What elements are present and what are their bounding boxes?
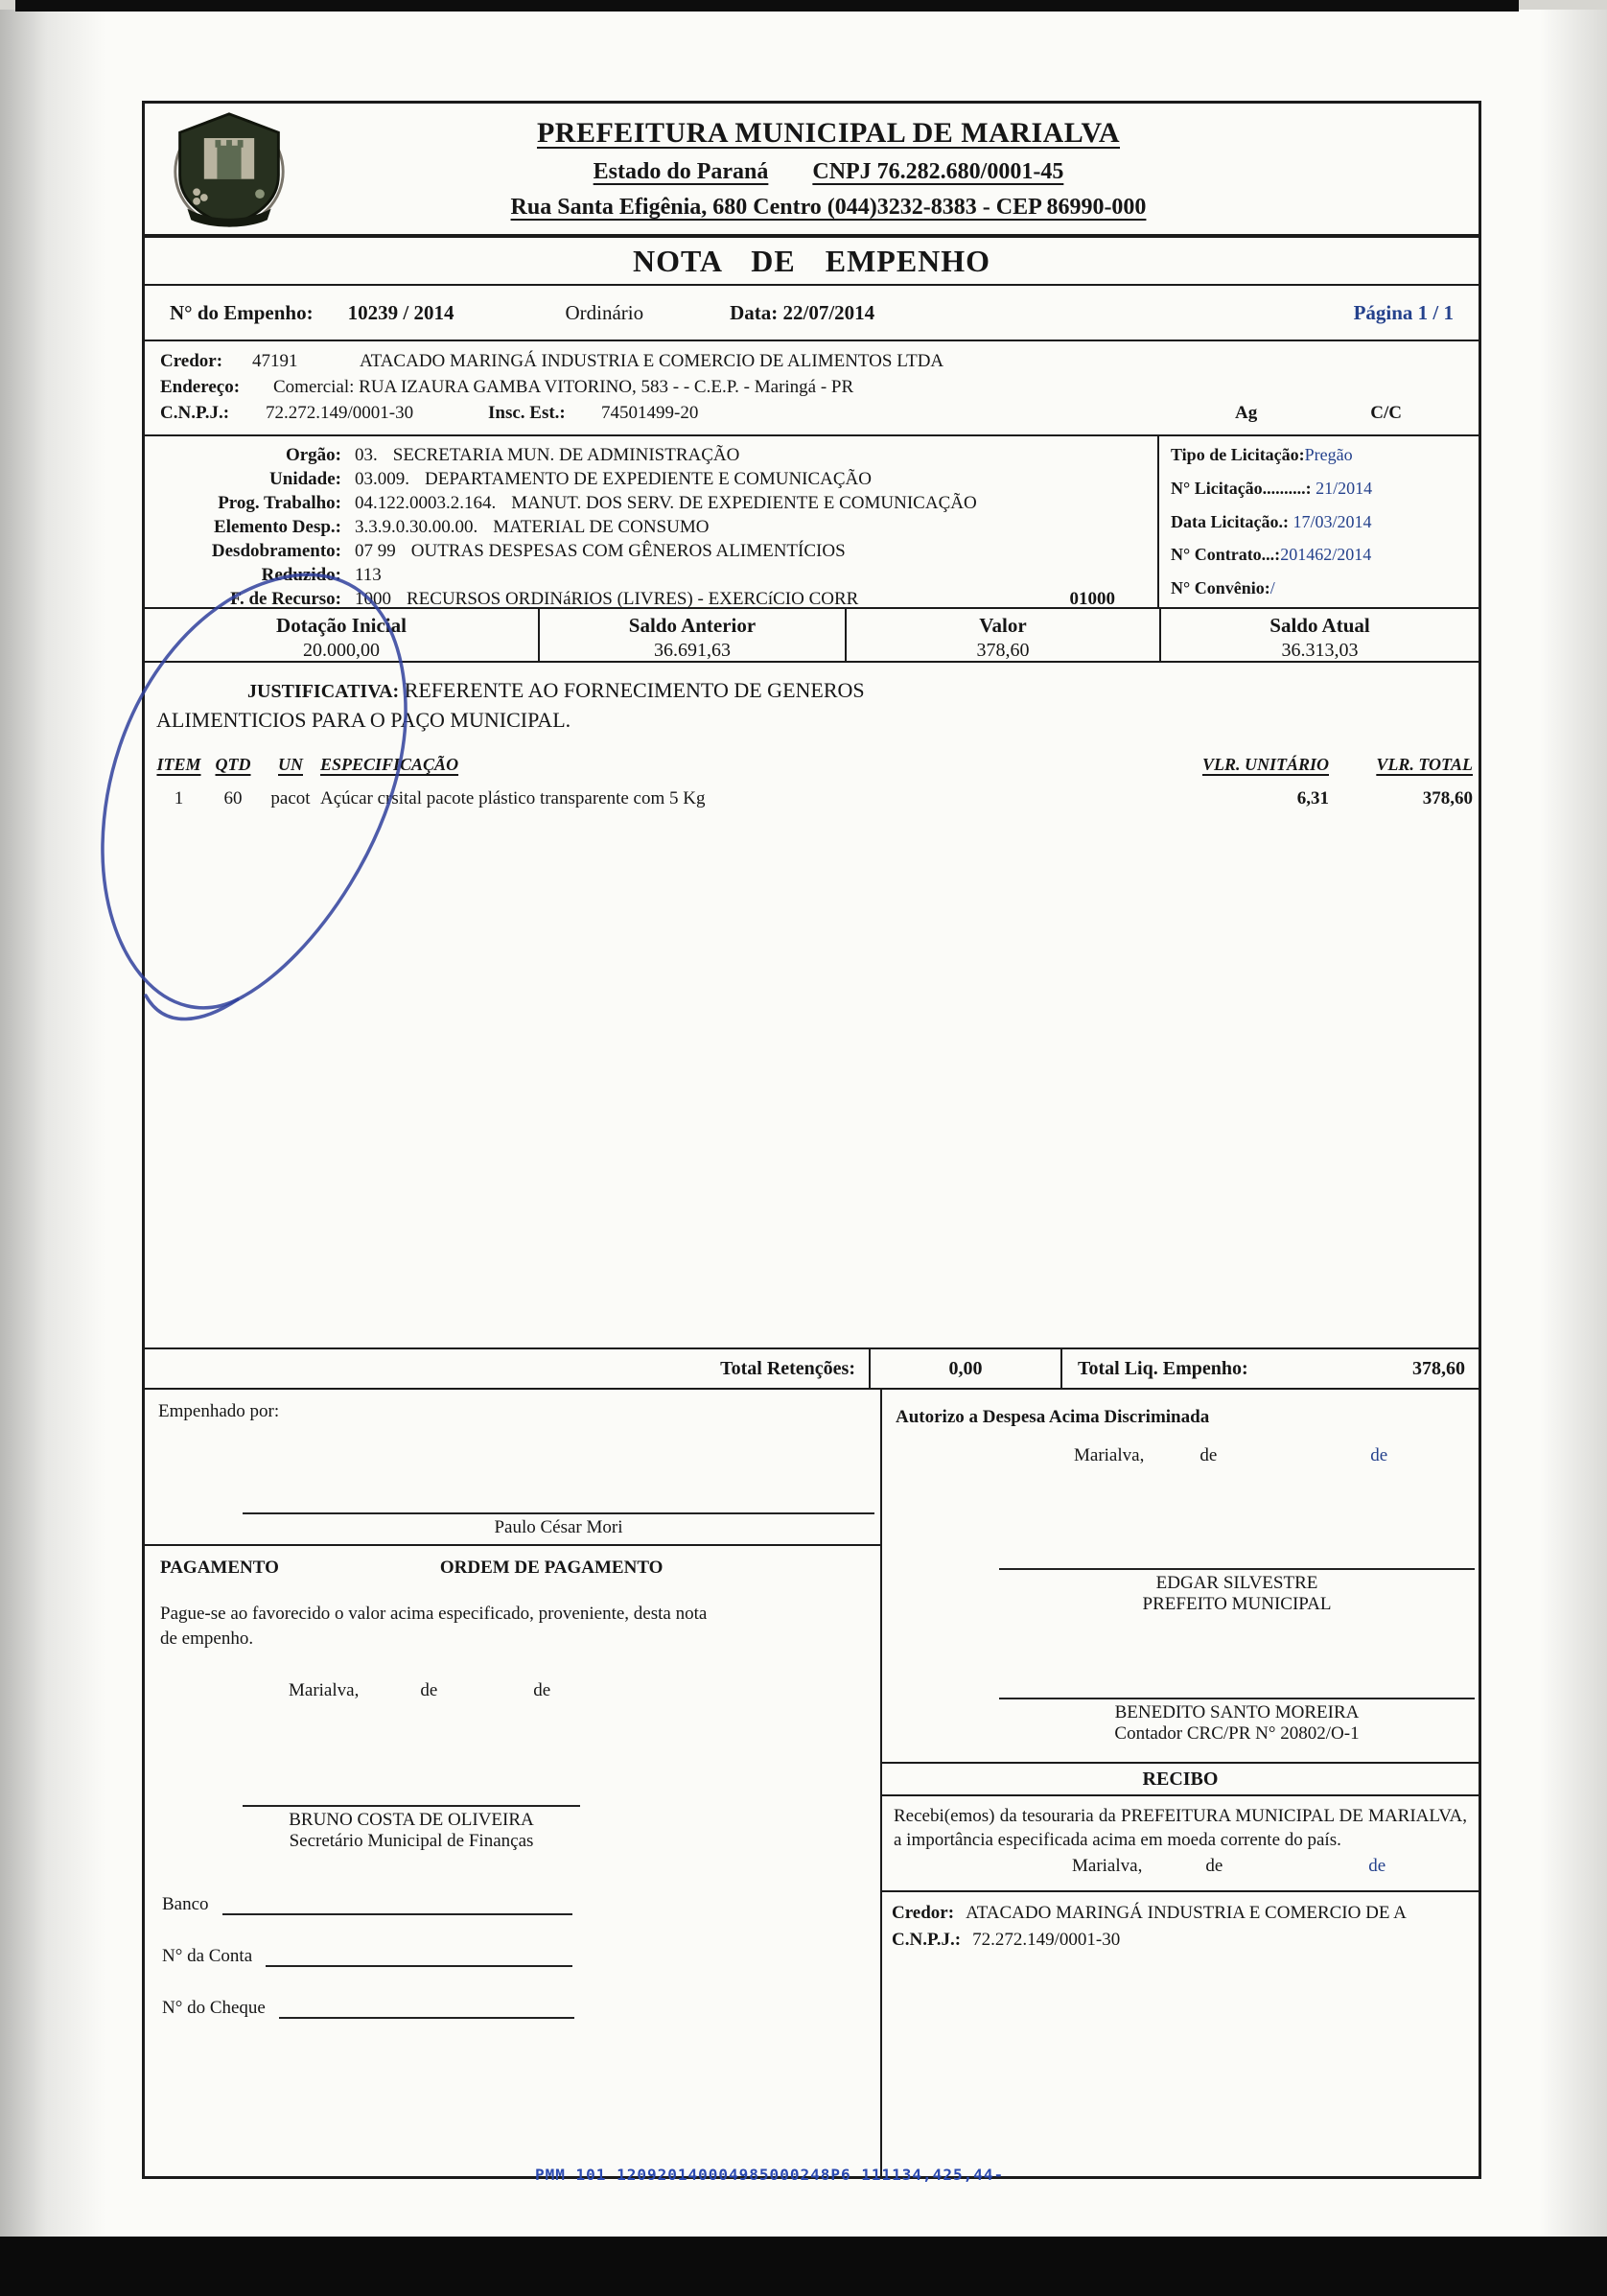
banco-field [162, 1894, 880, 1915]
banco-label: Banco [162, 1894, 209, 1914]
unidade-code: 03.009. [355, 469, 409, 489]
data-licitacao-value: 17/03/2014 [1293, 511, 1372, 531]
desdobramento-code: 07 99 [355, 541, 396, 561]
empenhado-signer-name: Paulo César Mori [494, 1517, 623, 1537]
tipo-licitacao-row [1171, 445, 1471, 465]
dotacao-inicial-value: 20.000,00 [303, 640, 380, 661]
cnpj-value: 72.272.149/0001-30 [266, 403, 414, 423]
data-licitacao-row [1171, 512, 1471, 532]
date-label: Data: [730, 300, 779, 324]
numero-licitacao-label: N° Licitação..........: [1171, 478, 1312, 498]
col-espec-header: ESPECIFICAÇÃO [320, 755, 459, 774]
saldos-table [145, 609, 1479, 663]
saldo-atual-cell [1161, 609, 1479, 661]
agencia-label: Ag [1235, 403, 1258, 423]
elemento-desp-code: 3.3.9.0.30.00.00. [355, 517, 478, 537]
justificativa [145, 663, 1008, 734]
contador-title: Contador CRC/PR N° 20802/O-1 [1114, 1723, 1360, 1744]
licitacao-column [1157, 436, 1479, 607]
empenho-number-label: N° do Empenho: [170, 300, 314, 324]
recurso-desc: RECURSOS ORDINáRIOS (LIVRES) - EXERCíCIO CORR [407, 589, 859, 609]
col-qtd-header: QTD [215, 755, 251, 774]
credor-name: ATACADO MARINGÁ INDUSTRIA E COMERCIO DE ALIMENTOS LTDA [360, 351, 944, 371]
orcamento-block [145, 436, 1479, 609]
conta-corrente-label: C/C [1370, 403, 1402, 423]
empenhado-box [145, 1390, 880, 1546]
justificativa-text: REFERENTE AO FORNECIMENTO DE GENEROS ALIMENTICIOS PARA O PAÇO MUNICIPAL. [156, 678, 865, 732]
insc-est-value: 74501499-20 [601, 403, 699, 423]
saldo-anterior-cell [540, 609, 847, 661]
total-liquido-cell [1062, 1349, 1479, 1388]
credor-block [145, 341, 1479, 436]
empenho-info-row [145, 286, 1479, 341]
prefeito-signature-line [999, 1568, 1475, 1615]
dotacao-inicial-cell [145, 609, 540, 661]
signatures-section [145, 1390, 1479, 2176]
date-de-word: de [1199, 1445, 1218, 1465]
col-vlr-total-header: VLR. TOTAL [1376, 755, 1473, 774]
unidade-label: Unidade: [269, 469, 341, 489]
reduzido-code: 113 [355, 565, 382, 585]
total-retencoes-value: 0,00 [871, 1349, 1062, 1388]
recurso-row [145, 587, 1157, 611]
saldo-atual-header: Saldo Atual [1269, 614, 1370, 637]
prog-trabalho-row [145, 491, 1157, 515]
conta-field [162, 1946, 880, 1967]
date-value: 22/07/2014 [782, 300, 875, 324]
address-line: Rua Santa Efigênia, 680 Centro (044)3232-8383 - CEP 86990-000 [510, 195, 1147, 220]
pagamento-date-line [145, 1680, 880, 1701]
item-un: pacot [270, 788, 311, 808]
recibo-title: RECIBO [882, 1762, 1479, 1796]
desdobramento-row [145, 539, 1157, 563]
form-header [145, 104, 1479, 236]
orcamento-rows [145, 436, 1157, 607]
insc-est-label: Insc. Est.: [488, 403, 566, 423]
justificativa-label: JUSTIFICATIVA: [247, 681, 400, 702]
contrato-row [1171, 545, 1471, 565]
financas-signer-title: Secretário Municipal de Finanças [289, 1831, 534, 1851]
municipal-crest-icon [145, 108, 313, 229]
orgao-code: 03. [355, 445, 378, 465]
recibo-date-line [882, 1856, 1479, 1877]
pagamento-box [145, 1546, 880, 2176]
orgao-label: Orgão: [285, 445, 341, 465]
document-title: NOTA DE EMPENHO [145, 236, 1479, 286]
recurso-code: 1000 [355, 589, 391, 609]
recibo-cnpj-value: 72.272.149/0001-30 [972, 1930, 1121, 1950]
autorizo-date-line [882, 1445, 1479, 1466]
empenho-number-value: 10239 / 2014 [347, 300, 454, 324]
saldo-anterior-header: Saldo Anterior [628, 614, 757, 637]
empenhado-por-label: Empenhado por: [158, 1401, 280, 1421]
items-header-row [145, 755, 1479, 775]
items-section [145, 663, 1479, 1349]
tipo-licitacao-label: Tipo de Licitação: [1171, 445, 1305, 464]
item-vlr-unitario: 6,31 [1296, 788, 1329, 808]
ordem-pagamento-title: ORDEM DE PAGAMENTO [439, 1558, 664, 1578]
recibo-credor-label: Credor: [892, 1903, 955, 1923]
prefeito-title: PREFEITO MUNICIPAL [1142, 1594, 1332, 1614]
orgao-desc: SECRETARIA MUN. DE ADMINISTRAÇÃO [392, 445, 740, 465]
elemento-desp-row [145, 515, 1157, 539]
unidade-row [145, 467, 1157, 491]
contrato-value: 201462/2014 [1280, 545, 1372, 565]
col-item-header: ITEM [156, 755, 201, 774]
scanned-paper [0, 10, 1607, 2237]
total-liquido-value: 378,60 [1412, 1357, 1465, 1379]
data-licitacao-label: Data Licitação.: [1171, 511, 1289, 531]
reduzido-row [145, 563, 1157, 587]
total-liquido-label: Total Liq. Empenho: [1078, 1357, 1248, 1379]
prog-trabalho-desc: MANUT. DOS SERV. DE EXPEDIENTE E COMUNICAÇÃO [511, 493, 977, 513]
item-number: 1 [174, 788, 184, 808]
scanner-edge-bottom [0, 2237, 1607, 2296]
city-name: Marialva, [289, 1680, 360, 1700]
credor-code: 47191 [252, 351, 298, 371]
city-name: Marialva, [1072, 1856, 1143, 1876]
convenio-label: N° Convênio: [1171, 578, 1270, 597]
col-vlr-unitario-header: VLR. UNITÁRIO [1201, 755, 1329, 774]
reduzido-label: Reduzido: [261, 565, 341, 585]
city-hall-title: PREFEITURA MUNICIPAL DE MARIALVA [536, 117, 1121, 149]
elemento-desp-label: Elemento Desp.: [214, 517, 341, 537]
prefeito-name: EDGAR SILVESTRE [1155, 1573, 1318, 1593]
contrato-label: N° Contrato...: [1171, 545, 1281, 565]
cnpj-label: C.N.P.J.: [160, 403, 230, 423]
contador-signature-line [999, 1698, 1475, 1745]
numero-licitacao-value: 21/2014 [1316, 478, 1373, 498]
nota-de-empenho-form [142, 101, 1481, 2179]
recurso-extra-code: 01000 [1069, 589, 1115, 609]
page-label: Página [1353, 300, 1413, 324]
table-row [145, 788, 1479, 809]
dot-matrix-print-line: PMM 101 120920140004985000248P6 111134,425,44- [535, 2166, 1005, 2184]
cheque-field [162, 1998, 880, 2019]
date-de-word: de [533, 1680, 551, 1700]
cheque-blank-line [279, 1998, 574, 2019]
desdobramento-desc: OUTRAS DESPESAS COM GÊNEROS ALIMENTÍCIOS [410, 541, 846, 561]
dotacao-inicial-header: Dotação Inicial [276, 614, 407, 637]
date-de-word: de [1205, 1856, 1223, 1876]
item-espec: Açúcar crsital pacote plástico transparente com 5 Kg [320, 788, 706, 808]
signatures-right-column [880, 1390, 1479, 2176]
endereco-label: Endereço: [160, 377, 241, 397]
city-name: Marialva, [1074, 1445, 1145, 1465]
unidade-desc: DEPARTAMENTO DE EXPEDIENTE E COMUNICAÇÃO [425, 469, 873, 489]
conta-label: N° da Conta [162, 1946, 253, 1966]
valor-value: 378,60 [976, 640, 1030, 661]
convenio-value: / [1269, 578, 1275, 597]
crest-svg [168, 108, 291, 229]
banco-blank-line [222, 1894, 572, 1915]
convenio-row [1171, 578, 1471, 598]
total-retencoes-label: Total Retenções: [145, 1349, 871, 1388]
recurso-label: F. de Recurso: [230, 589, 341, 609]
empenho-type: Ordinário [565, 300, 644, 324]
col-un-header: UN [278, 755, 303, 774]
recibo-cnpj-label: C.N.P.J.: [892, 1930, 962, 1950]
empenhado-signature-line [243, 1512, 874, 1544]
endereco-value: Comercial: RUA IZAURA GAMBA VITORINO, 583 - - C.E.P. - Maringá - PR [273, 377, 854, 397]
credor-label: Credor: [160, 351, 223, 371]
pagamento-title: PAGAMENTO [160, 1558, 279, 1578]
numero-licitacao-row [1171, 479, 1471, 499]
cheque-label: N° do Cheque [162, 1998, 266, 2018]
saldo-anterior-value: 36.691,63 [654, 640, 731, 661]
saldo-atual-value: 36.313,03 [1281, 640, 1359, 661]
cnpj-header: CNPJ 76.282.680/0001-45 [812, 159, 1064, 184]
tipo-licitacao-value: Pregão [1304, 445, 1353, 464]
recibo-credor-block [882, 1890, 1479, 1954]
recibo-credor-name: ATACADO MARINGÁ INDUSTRIA E COMERCIO DE A [966, 1903, 1407, 1923]
totals-row [145, 1349, 1479, 1390]
page-value: 1 / 1 [1417, 300, 1454, 324]
state-label: Estado do Paraná [593, 159, 769, 184]
pagamento-text: Pague-se ao favorecido o valor acima especificado, proveniente, desta nota de empenho. [160, 1604, 708, 1649]
scanner-edge-top [15, 0, 1519, 12]
date-de-word: de [1368, 1856, 1386, 1876]
header-text [313, 117, 1344, 221]
contador-name: BENEDITO SANTO MOREIRA [1114, 1702, 1360, 1722]
recibo-text: Recebi(emos) da tesouraria da PREFEITURA MUNICIPAL DE MARIALVA, a importância especificada acima em moeda corrente do país. [894, 1806, 1467, 1850]
orgao-row [145, 443, 1157, 467]
conta-blank-line [266, 1946, 572, 1967]
elemento-desp-desc: MATERIAL DE CONSUMO [493, 517, 710, 537]
financas-signer-name: BRUNO COSTA DE OLIVEIRA [289, 1810, 534, 1830]
prog-trabalho-label: Prog. Trabalho: [218, 493, 341, 513]
date-de-word: de [1370, 1445, 1388, 1465]
signatures-left-column [145, 1390, 880, 2176]
item-vlr-total: 378,60 [1422, 788, 1473, 808]
valor-cell [847, 609, 1161, 661]
valor-header: Valor [979, 614, 1027, 637]
item-qtd: 60 [223, 788, 243, 808]
desdobramento-label: Desdobramento: [211, 541, 341, 561]
autorizo-title: Autorizo a Despesa Acima Discriminada [896, 1407, 1210, 1427]
date-de-word: de [420, 1680, 438, 1700]
prog-trabalho-code: 04.122.0003.2.164. [355, 493, 497, 513]
financas-signature-line [243, 1805, 580, 1852]
